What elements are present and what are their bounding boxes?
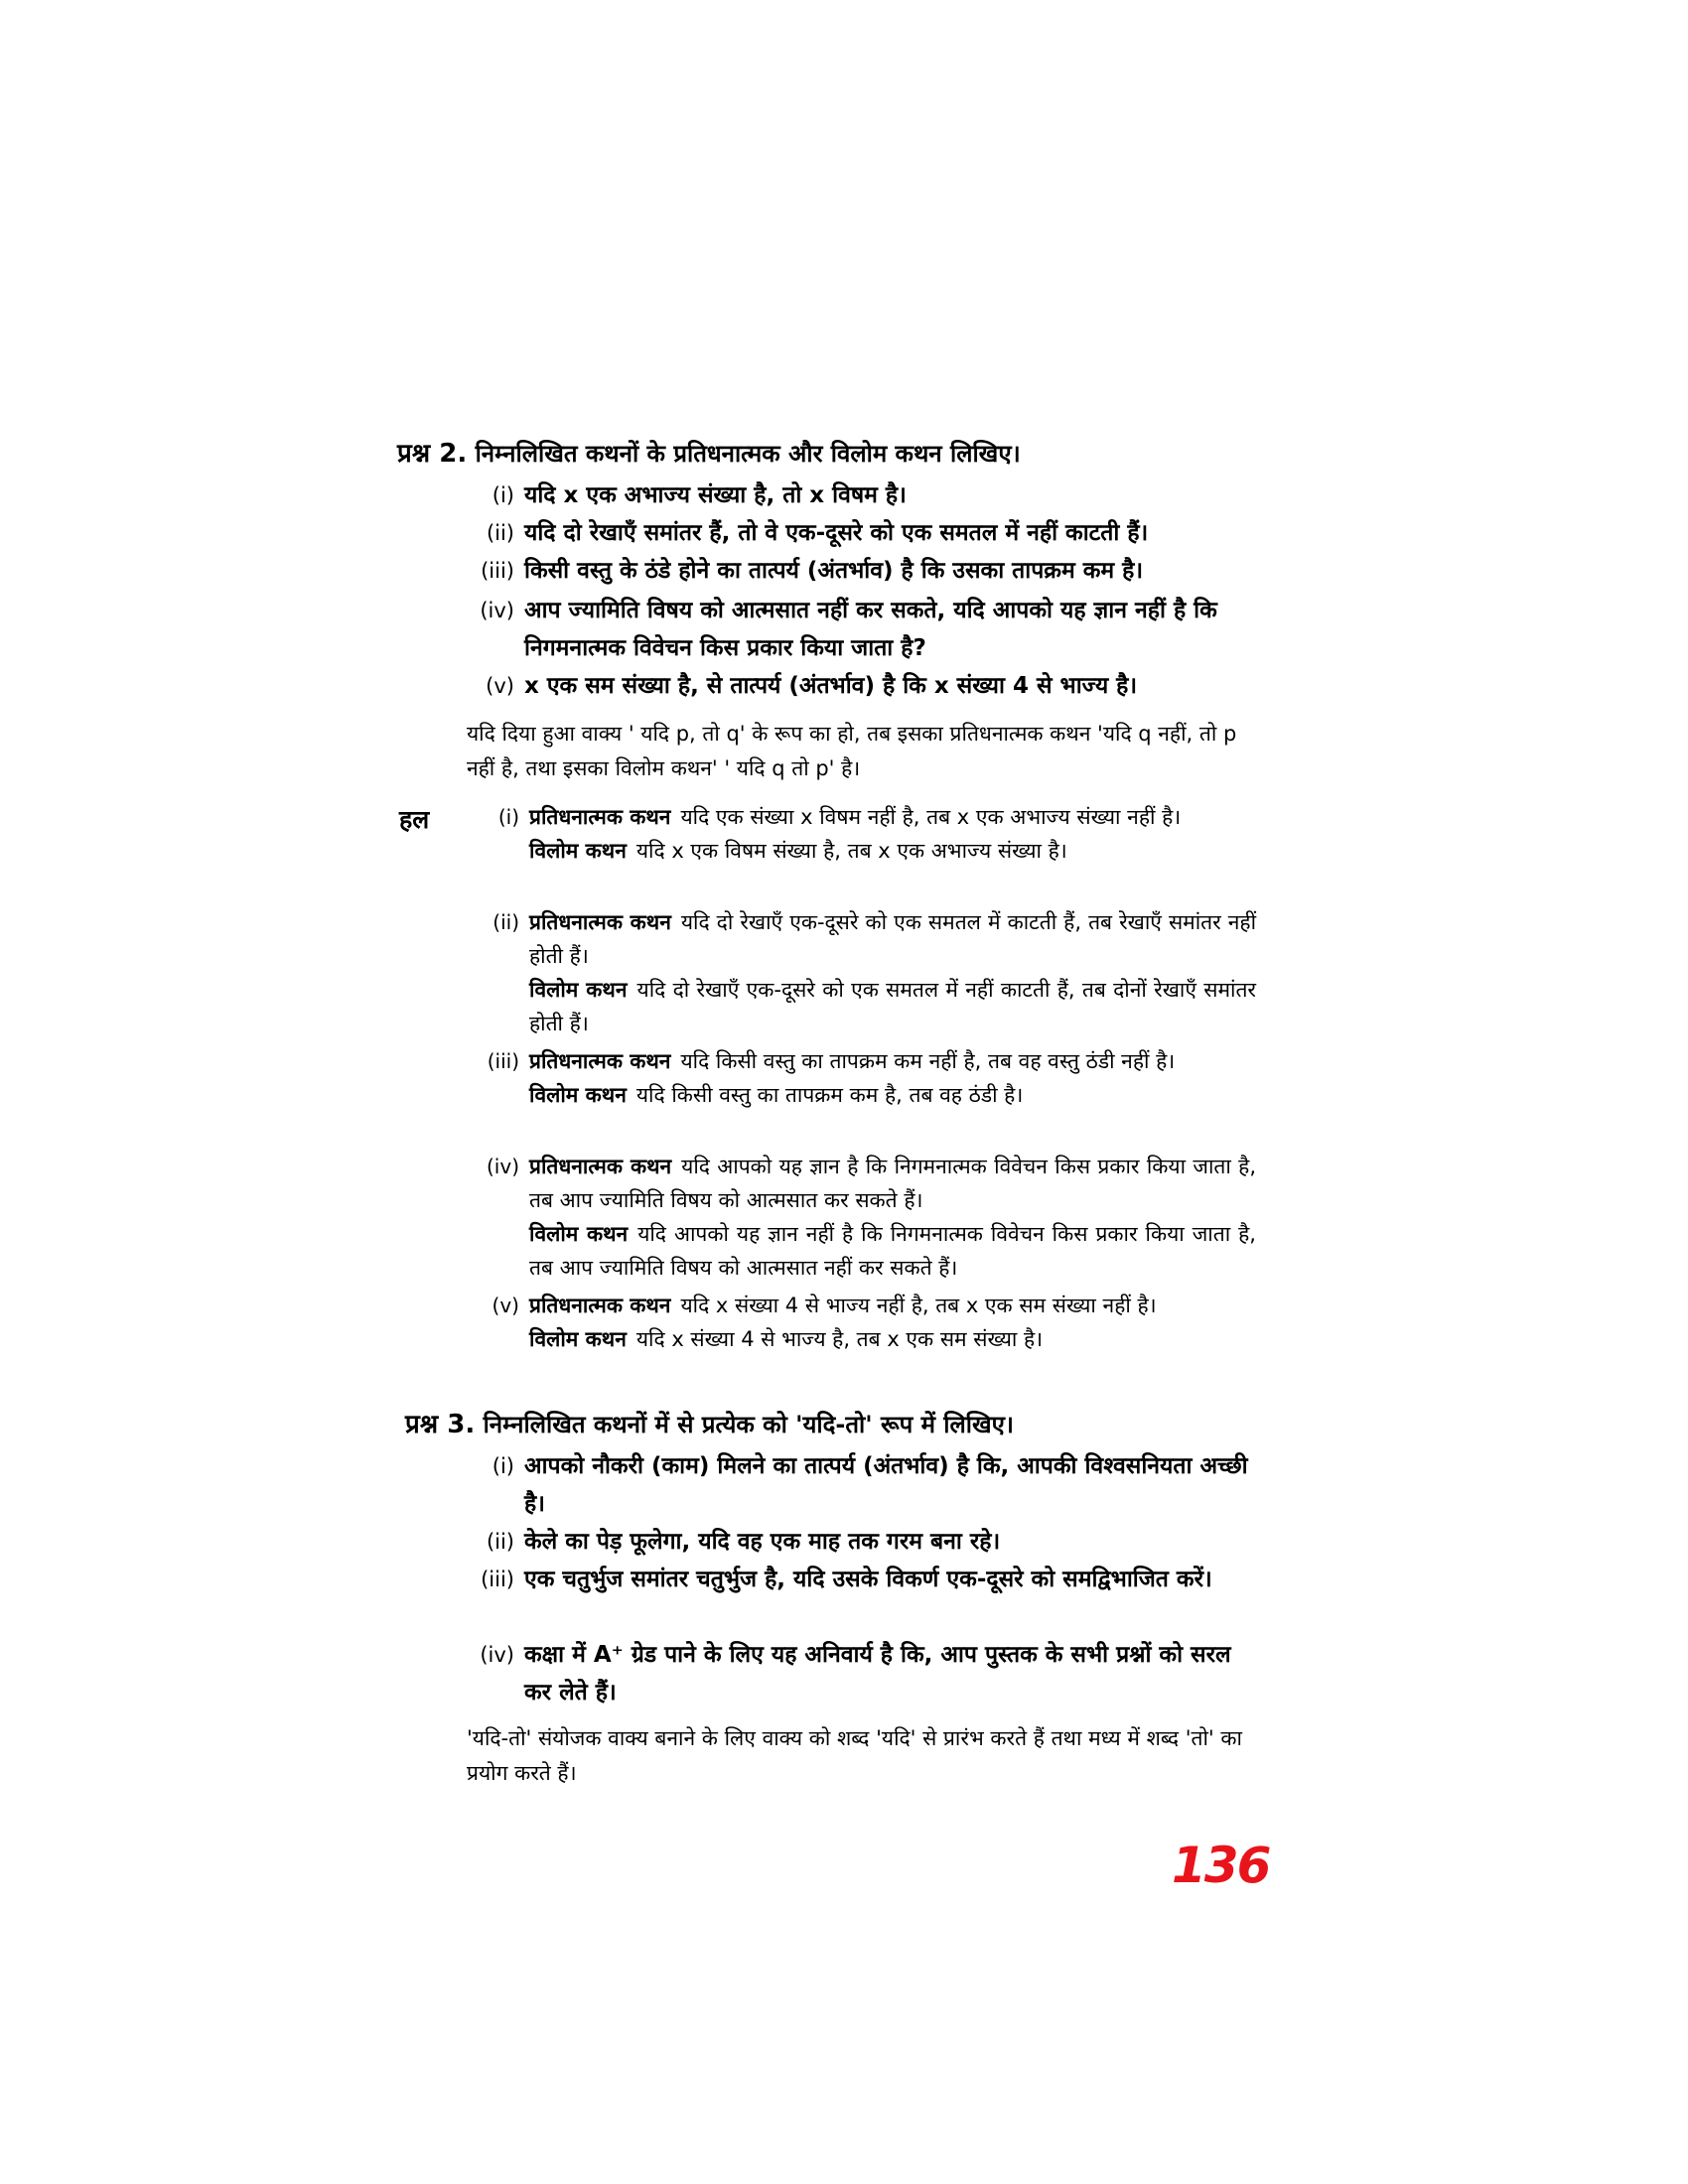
q2-item-number: (i) [492, 483, 514, 507]
solution-item [472, 905, 1256, 1040]
q2-item [467, 477, 1251, 514]
contrapositive-label: प्रतिधनात्मक कथन [529, 805, 671, 829]
q3-item-number: (iv) [480, 1643, 514, 1667]
solution-item-number: (iii) [487, 1049, 519, 1073]
solution-item-number: (iv) [487, 1155, 519, 1178]
solution-item-number: (v) [492, 1294, 519, 1317]
q2-item [467, 592, 1251, 667]
question-2-heading [397, 437, 1021, 471]
converse-text: यदि आपको यह ज्ञान नहीं है कि निगमनात्मक विवेचन किस प्रकार किया जाता है, तब आप ज्यामिति विषय को आत्मसात नहीं कर सकते हैं। [529, 1222, 1256, 1280]
q2-item-number: (ii) [486, 521, 514, 545]
contrapositive-text: यदि एक संख्या x विषम नहीं है, तब x एक अभाज्य संख्या नहीं है। [680, 805, 1182, 829]
q2-item-text: किसी वस्तु के ठंडे होने का तात्पर्य (अंतर्भाव) है कि उसका तापक्रम कम है। [524, 558, 1144, 584]
question-3-title: निम्नलिखित कथनों में से प्रत्येक को 'यदि-तो' रूप में लिखिए। [483, 1411, 1014, 1438]
converse-statement [529, 1217, 1256, 1285]
converse-label: विलोम कथन [529, 978, 628, 1002]
q3-item-number: (ii) [486, 1530, 514, 1554]
q3-hint-note: 'यदि-तो' संयोजक वाक्य बनाने के लिए वाक्य को शब्द 'यदि' से प्रारंभ करते हैं तथा मध्य में शब्द 'तो' का प्रयोग करते हैं। [467, 1726, 1242, 1785]
contrapositive-text: यदि किसी वस्तु का तापक्रम कम नहीं है, तब वह वस्तु ठंडी नहीं है। [680, 1049, 1176, 1073]
q2-item [467, 667, 1251, 705]
question-3-heading [405, 1408, 1014, 1441]
solution-item-number: (i) [497, 805, 519, 829]
solution-item-number: (ii) [492, 910, 519, 934]
solution-item [472, 1150, 1256, 1285]
converse-label: विलोम कथन [529, 1083, 627, 1107]
q3-item [467, 1447, 1251, 1523]
solution-label: हल [399, 805, 430, 834]
contrapositive-text: यदि x संख्या 4 से भाज्य नहीं है, तब x एक सम संख्या नहीं है। [680, 1294, 1157, 1317]
q3-item-text: आपको नौकरी (काम) मिलने का तात्पर्य (अंतर्भाव) है कि, आपकी विश्वसनियता अच्छी है। [524, 1453, 1248, 1517]
converse-label: विलोम कथन [529, 839, 627, 863]
q3-item-number: (i) [492, 1454, 514, 1478]
converse-statement [529, 1322, 1256, 1356]
solution-item [472, 800, 1256, 868]
converse-text: यदि x एक विषम संख्या है, तब x एक अभाज्य संख्या है। [635, 839, 1067, 863]
q3-item [467, 1636, 1251, 1711]
q3-item-text: केले का पेड़ फूलेगा, यदि वह एक माह तक गरम बना रहे। [524, 1529, 1001, 1555]
converse-text: यदि किसी वस्तु का तापक्रम कम है, तब वह ठंडी है। [635, 1083, 1024, 1107]
converse-statement [529, 1078, 1256, 1112]
converse-statement [529, 834, 1256, 868]
q2-item [467, 514, 1251, 552]
q2-item [467, 552, 1251, 590]
q2-item-text: यदि x एक अभाज्य संख्या है, तो x विषम है। [524, 482, 907, 508]
converse-label: विलोम कथन [529, 1327, 627, 1351]
q3-item-text: एक चतुर्भुज समांतर चतुर्भुज है, यदि उसके विकर्ण एक-दूसरे को समद्विभाजित करें। [524, 1567, 1212, 1592]
contrapositive-statement [529, 1289, 1256, 1322]
question-2-title: निम्नलिखित कथनों के प्रतिधनात्मक और विलोम कथन लिखिए। [475, 440, 1021, 468]
contrapositive-text: यदि दो रेखाएँ एक-दूसरे को एक समतल में काटती हैं, तब रेखाएँ समांतर नहीं होती हैं। [529, 910, 1257, 968]
solution-item [472, 1044, 1256, 1112]
q3-item [467, 1561, 1251, 1598]
converse-text: यदि x संख्या 4 से भाज्य है, तब x एक सम संख्या है। [635, 1327, 1044, 1351]
converse-label: विलोम कथन [529, 1222, 629, 1246]
question-2-label: प्रश्न 2. [397, 439, 468, 469]
contrapositive-label: प्रतिधनात्मक कथन [529, 1294, 671, 1317]
q2-hint-note: यदि दिया हुआ वाक्य ' यदि p, तो q' के रूप का हो, तब इसका प्रतिधनात्मक कथन 'यदि q नहीं, तो p नहीं है, तथा इसका विलोम कथन' ' यदि q तो p' है। [467, 722, 1237, 780]
q2-item-number: (iv) [480, 599, 514, 622]
q2-item-text: यदि दो रेखाएँ समांतर हैं, तो वे एक-दूसरे को एक समतल में नहीं काटती हैं। [524, 520, 1149, 546]
q3-item-text: कक्षा में A⁺ ग्रेड पाने के लिए यह अनिवार्य है कि, आप पुस्तक के सभी प्रश्नों को सरल कर लेते हैं। [524, 1642, 1231, 1706]
q2-item-number: (v) [486, 674, 514, 698]
converse-statement [529, 973, 1256, 1040]
contrapositive-label: प्रतिधनात्मक कथन [529, 1049, 671, 1073]
q2-item-text: आप ज्यामिति विषय को आत्मसात नहीं कर सकते, यदि आपको यह ज्ञान नहीं है कि निगमनात्मक विवेचन किस प्रकार किया जाता है? [524, 598, 1217, 661]
converse-text: यदि दो रेखाएँ एक-दूसरे को एक समतल में नहीं काटती हैं, तब दोनों रेखाएँ समांतर होती हैं। [529, 978, 1257, 1035]
page-number: 136 [1172, 1837, 1270, 1894]
contrapositive-statement [529, 905, 1256, 973]
solution-item [472, 1289, 1256, 1356]
contrapositive-label: प्रतिधनात्मक कथन [529, 910, 671, 934]
contrapositive-statement [529, 1150, 1256, 1217]
contrapositive-statement [529, 800, 1256, 834]
contrapositive-statement [529, 1044, 1256, 1078]
contrapositive-text: यदि आपको यह ज्ञान है कि निगमनात्मक विवेचन किस प्रकार किया जाता है, तब आप ज्यामिति विषय को आत्मसात कर सकते हैं। [529, 1155, 1256, 1212]
q3-item-number: (iii) [481, 1568, 514, 1591]
contrapositive-label: प्रतिधनात्मक कथन [529, 1155, 672, 1178]
q3-item [467, 1523, 1251, 1561]
question-3-label: प्रश्न 3. [405, 1410, 476, 1439]
q2-item-text: x एक सम संख्या है, से तात्पर्य (अंतर्भाव) है कि x संख्या 4 से भाज्य है। [524, 673, 1138, 699]
q2-item-number: (iii) [481, 559, 514, 583]
